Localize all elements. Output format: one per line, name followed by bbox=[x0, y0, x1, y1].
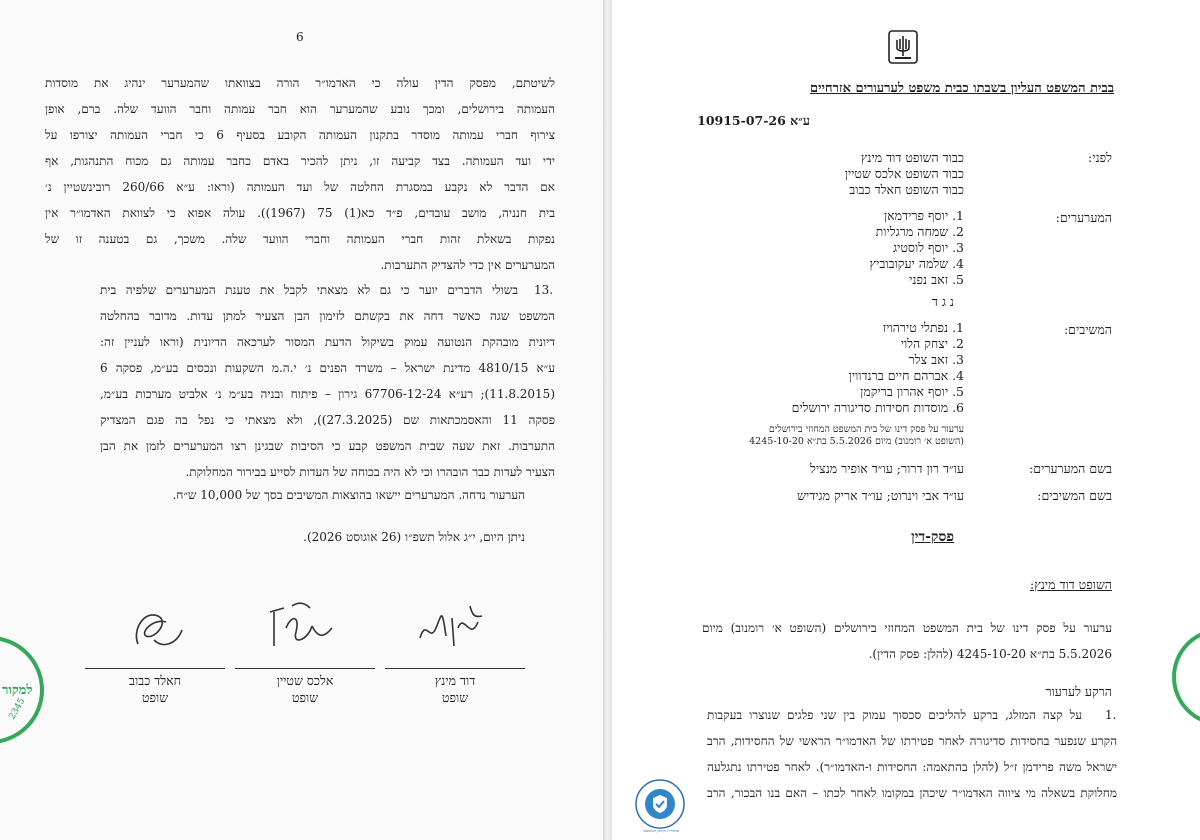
list-item: 4. אברהם חיים ברנדווין bbox=[848, 368, 964, 383]
list-item: 3. יוסף לוסטיג bbox=[892, 240, 964, 255]
paragraph-13 bbox=[100, 277, 518, 303]
before-label: לפני: bbox=[1088, 150, 1112, 165]
paragraph-number: 13. bbox=[534, 283, 554, 297]
green-stamp bbox=[0, 636, 44, 744]
section-heading: הרקע לערעור bbox=[1045, 684, 1112, 699]
judge-heading: השופט דוד מינץ: bbox=[1030, 577, 1112, 592]
shield-stamp-icon bbox=[634, 778, 686, 830]
before-list bbox=[845, 150, 964, 198]
judgment-title: פסק-דין bbox=[911, 529, 954, 545]
list-item: 5. יוסף אהרון בריקמן bbox=[860, 384, 964, 399]
text-line: 5.5.2026 בת״א 4245-10-20 (להלן: פסק הדין). bbox=[868, 647, 1112, 661]
list-item: 5. זאב נפני bbox=[909, 272, 964, 287]
green-stamp bbox=[1172, 628, 1200, 726]
judge-name: אלכס שטיין bbox=[276, 673, 334, 688]
judge-signature-block bbox=[380, 672, 530, 706]
text-line: (11.8.2015); רע״א 67706-12-24 גירון – פיתוח ובניה בע״מ נ׳ אלביט מערכות בע״מ, bbox=[100, 387, 555, 401]
signature-line bbox=[385, 668, 525, 669]
appellants-counsel: עו״ד רון דרור; עו״ד אופיר מנציל bbox=[810, 461, 964, 476]
text-line: ערעור על פסק דינו של בית המשפט המחוזי בירושלים (השופט א׳ רומנוב) מיום bbox=[702, 621, 1112, 635]
respondents-list bbox=[792, 320, 964, 416]
list-item: 3. זאב צלר bbox=[908, 352, 964, 367]
intro-paragraph bbox=[702, 615, 1112, 641]
signature-kabub-image bbox=[124, 600, 194, 660]
text-line: העמותה בירושלים, ומכך נובע שהמערער הוא חבר עמותה וחבר הוועד שלה. ברם, אופן bbox=[45, 102, 555, 116]
list-item: כבוד השופט אלכס שטיין bbox=[844, 166, 964, 181]
signature-line bbox=[85, 668, 225, 669]
text-line: צירוף חברי עמותה מוסדר בתקנון העמותה הקובע בסעיף 6 כי חברי העמותה יצורפו על bbox=[45, 128, 555, 142]
page-number: 6 bbox=[296, 30, 304, 44]
right-document-page bbox=[612, 0, 1200, 840]
court-header: בבית המשפט העליון בשבתו כבית משפט לערעורים אזרחיים bbox=[810, 81, 1114, 96]
list-item: 1. נפתלי טירהויז bbox=[882, 320, 964, 335]
text-line: בית חנניה, מושב עובדים, פ״ד כא(1) 75 (1967)). עולה אפוא כי לצוואת האדמו״ר אין bbox=[45, 206, 555, 220]
text-line: מחלוקת בשאלה מי ציווה האדמו״ר שיכהן במקומו לאחר לכתו – האם בנו הבכור, הרב bbox=[707, 786, 1117, 800]
appeal-note-line: ערעור על פסק דינו של בית המשפט המחוזי בירושלים bbox=[768, 424, 964, 435]
appeal-note-line: (השופט א׳ רומנוב) מיום 5.5.2026 בת״א 4245-10-20 bbox=[749, 436, 964, 447]
given-date: ניתן היום, י״ג אלול תשפ״ו (26 אוגוסט 2026). bbox=[303, 530, 525, 544]
page-gutter bbox=[603, 0, 612, 840]
judge-signature-block bbox=[80, 672, 230, 706]
text-line: ישראל משה פרידמן ז״ל (להלן בהתאמה: החסידות ו-האדמו״ר). לאחר פטירתו נתגלעה bbox=[707, 760, 1117, 774]
text-line: ידי ועד העמותה. בצד קביעה זו, ניתן להכיר באדם כחבר עמותה גם מכוח התנהגות, אף bbox=[45, 154, 555, 168]
versus-divider: נ ג ד bbox=[931, 294, 954, 309]
intro-paragraph-cont bbox=[702, 641, 1112, 667]
judge-signature-block bbox=[230, 672, 380, 706]
text-line: נפקות בשאלת זהות חברי העמותה וחברי הוועד שלה. משכך, גם בטענה זו של bbox=[45, 232, 555, 246]
list-item: 4. שלמה יעקובוביץ bbox=[869, 256, 964, 271]
stamp-text: מהדורת התוכן המשפטי bbox=[642, 828, 680, 833]
paragraph-number: 1. bbox=[1105, 708, 1117, 722]
signature-mintz-image bbox=[412, 598, 492, 658]
dismissal-statement: הערעור נדחה. המערערים יישאו בהוצאות המשיבים בסך של 10,000 ש״ח. bbox=[172, 488, 525, 502]
list-item: 1. יוסף פרידמאן bbox=[883, 208, 964, 223]
stamp-text: למקור bbox=[2, 683, 33, 698]
paragraph-1-body bbox=[707, 728, 1117, 806]
text-line: המשפט שגה כאשר דחה את בקשתם לזימון הבן הצעיר למתן עדות. מדובר בהחלטה bbox=[100, 309, 555, 323]
signature-line bbox=[235, 668, 375, 669]
paragraph-continuation bbox=[45, 70, 555, 278]
appellants-list bbox=[870, 208, 964, 288]
respondents-label: המשיבים: bbox=[1063, 322, 1112, 337]
judge-name: חאלד כבוב bbox=[128, 673, 182, 688]
paragraph-1 bbox=[707, 702, 1082, 728]
signature-stein-image bbox=[262, 598, 342, 658]
appeal-note bbox=[749, 424, 964, 448]
text-line: הקרע שנפער בחסידות סדיגורה לאחר פטירתו של האדמו״ר הראשי של החסידות, הרב bbox=[707, 734, 1117, 748]
text-line: פסקה 11 והאסמכתאות שם (27.3.2025)), ולא מצאתי כי נפל בה פגם המצדיק bbox=[100, 413, 555, 427]
judge-title: שופט bbox=[291, 690, 319, 705]
respondents-counsel: עו״ד אבי וינרוט; עו״ד אריק מגידיש bbox=[797, 488, 964, 503]
text-line: לשיטתם, מפסק הדין עולה כי האדמו״ר הורה בצוואתו שהמערער ינהיג את מוסדות bbox=[45, 76, 555, 90]
judge-name: דוד מינץ bbox=[434, 673, 476, 688]
paragraph-13-body bbox=[100, 303, 555, 485]
text-line: על קצה המזלג, ברקע להליכים סכסוך עמוק בין שני פלגים שנוצרו בעקבות bbox=[707, 708, 1082, 722]
text-line: המערערים אין כדי להצדיק התערבות. bbox=[380, 258, 555, 272]
state-emblem-icon bbox=[888, 30, 918, 64]
appellants-label: המערערים: bbox=[1055, 210, 1112, 225]
list-item: כבוד השופט חאלד כבוב bbox=[849, 182, 964, 197]
list-item: 6. מוסדות חסידות סדיגורה ירושלים bbox=[791, 400, 964, 415]
text-line: דיונית מובהקת הנטועה עמוק בשיקול הדעת המסור לערכאה הדיונית (וראו לעניין זה: bbox=[100, 335, 555, 349]
text-line: אם הדבר לא נקבע במסגרת החלטה של ועד העמותה (וראו: ע״א 260/66 רובינשטיין נ׳ bbox=[45, 180, 555, 194]
stamp-digits: 2345 bbox=[7, 696, 28, 722]
text-line: הצעיר לעדות כבר הובהרו וכי לא היה בכוחה של העדות לסייע בבירור המחלוקת. bbox=[185, 465, 555, 479]
list-item: 2. שמחה מרגליות bbox=[875, 224, 964, 239]
text-line: התערבות. זאת שעה שבית המשפט קבע כי הסיבות שבגינן רצו המערערים לזמן את הבן bbox=[100, 439, 555, 453]
appellants-counsel-label: בשם המערערים: bbox=[1029, 461, 1112, 476]
judge-title: שופט bbox=[441, 690, 469, 705]
list-item: 2. יצחק הלוי bbox=[900, 336, 964, 351]
text-line: בשולי הדברים יוער כי גם לא מצאתי לקבל את טענת המערערים שלפיה בית bbox=[100, 283, 518, 297]
text-line: ע״א 4810/15 מדינת ישראל – משרד הפנים נ׳ י.ה.מ השקעות ונכסים בע״מ, פסקה 6 bbox=[100, 361, 555, 375]
respondents-counsel-label: בשם המשיבים: bbox=[1037, 488, 1112, 503]
judge-title: שופט bbox=[141, 690, 169, 705]
case-number: ע״א 10915-07-26 bbox=[697, 113, 810, 128]
list-item: כבוד השופט דוד מינץ bbox=[860, 150, 964, 165]
